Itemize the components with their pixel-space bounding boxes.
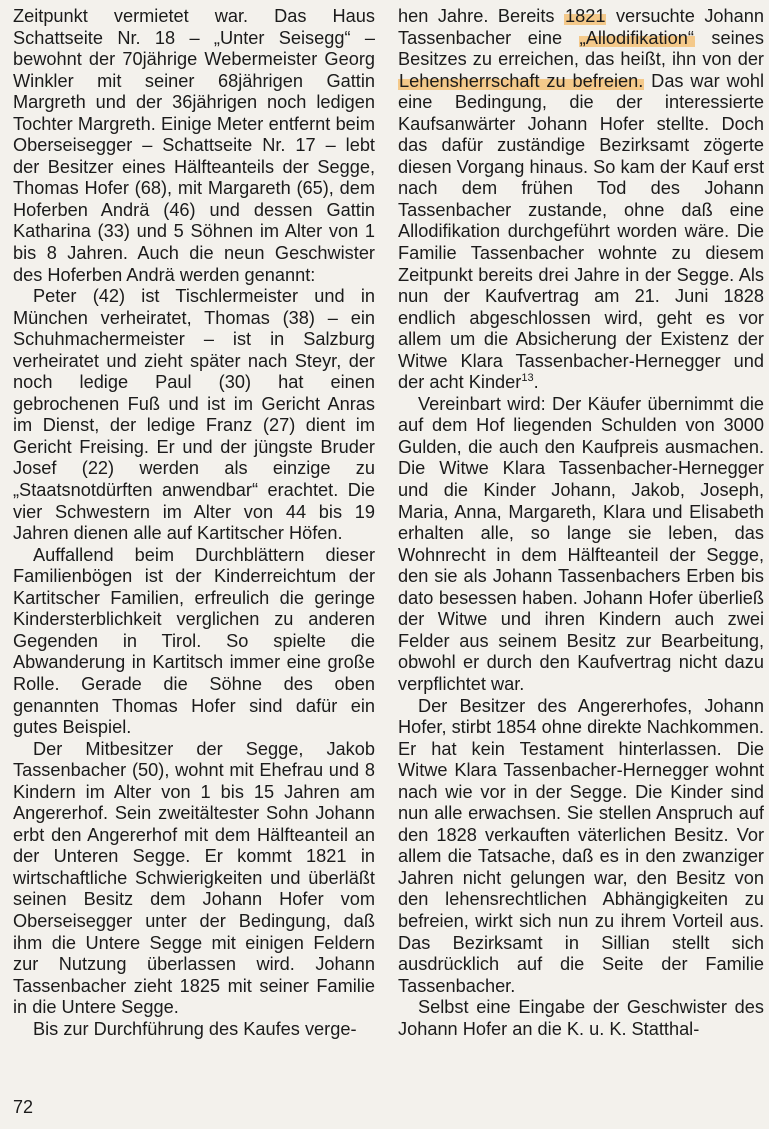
- highlight-lehensherrschaft: Lehensherrschaft zu befreien.: [399, 70, 644, 91]
- text-run: Das war wohl eine Bedingung, die der interessierte Kaufsanwärter Johann Hofer stellte. Doch das dafür zuständige Bezirksamt zögerte diesen Vorgang hinaus. So kam der Kauf erst nach dem frühen Tod des Johann Tassenbacher zustande, ohne daß eine Allodifikation durchgeführt worden wäre. Die Familie Tassenbacher wohnte zu diesem Zeitpunkt bereits drei Jahre in der Segge. Als nun der Kaufvertrag am 21. Juni 1828 endlich abgeschlossen wird, geht es vor allem um die Absicherung der Existenz der Witwe Klara Tassenbacher-Hernegger und der acht Kinder: [398, 70, 764, 393]
- left-paragraph-3: Auffallend beim Durchblättern dieser Familienbögen ist der Kinderreichtum der Kartitscher Familien, erfreulich die geringe Kindersterblichkeit verglichen zu anderen Gegenden in Tirol. So spielte die Abwanderung in Kartitsch immer eine große Rolle. Gerade die Söhne des oben genannten Thomas Hofer sind dafür ein gutes Beispiel.: [13, 544, 375, 738]
- text-run: versuchte Johann Tassenbacher eine: [398, 6, 764, 48]
- right-column: [398, 6, 764, 1040]
- text-run: seines Besitzes zu erreichen, das heißt, ihn von der: [398, 27, 764, 70]
- highlight-allodifikation: „Allodifikation“: [579, 27, 694, 48]
- footnote-ref: 13: [521, 372, 534, 385]
- left-paragraph-1: Zeitpunkt vermietet war. Das Haus Schattseite Nr. 18 – „Unter Seisegg“ – bewohnt der 70jährige Webermeister Georg Winkler mit seiner 68jährigen Gattin Margreth und der 36jährigen noch ledigen Tochter Margreth. Einige Meter entfernt beim Oberseisegger – Schattseite Nr. 17 – lebt der Besitzer eines Hälfteanteils der Segge, Thomas Hofer (68), mit Margareth (65), dem Hoferben Andrä (46) und dessen Gattin Katharina (33) und 5 Söhnen im Alter von 1 bis 8 Jahren. Auch die neun Geschwister des Hoferben Andrä werden genannt:: [13, 6, 375, 285]
- left-paragraph-2: Peter (42) ist Tischlermeister und in München verheiratet, Thomas (38) – ein Schuhmachermeister – ist in Salzburg verheiratet und zieht später nach Steyr, der noch ledige Paul (30) hat einen gebrochenen Fuß und ist im Gericht Anras im Dienst, der ledige Franz (27) dient im Gericht Freising. Er und der jüngste Bruder Josef (22) werden als einzige zu „Staatsnotdürften anwendbar“ erachtet. Die vier Schwestern im Alter von 44 bis 19 Jahren dienen alle auf Kartitscher Höfen.: [13, 286, 375, 544]
- left-paragraph-5: Bis zur Durchführung des Kaufes verge-: [33, 1018, 357, 1039]
- right-paragraph-1: [398, 6, 764, 394]
- right-paragraph-4: Selbst eine Eingabe der Geschwister des Johann Hofer an die K. u. K. Statthal-: [398, 997, 764, 1039]
- left-paragraph-4: Der Mitbesitzer der Segge, Jakob Tassenbacher (50), wohnt mit Ehefrau und 8 Kindern im Alter von 1 bis 15 Jahren am Angererhof. Sein zweitältester Sohn Johann erbt den Angererhof mit dem Hälfteanteil an der Unteren Segge. Er kommt 1821 in wirtschaftliche Schwierigkeiten und überläßt seinen Besitz dem Johann Hofer vom Oberseisegger unter der Bedingung, daß ihm die Untere Segge mit einigen Feldern zur Nutzung überlassen wird. Johann Tassenbacher zieht 1825 mit seiner Familie in die Untere Segge.: [13, 738, 375, 1018]
- left-column: [13, 6, 375, 1040]
- right-paragraph-2: Vereinbart wird: Der Käufer übernimmt die auf dem Hof liegenden Schulden von 3000 Gulden, die auch den Kaufpreis ausmachen. Die Witwe Klara Tassenbacher-Hernegger und die Kinder Johann, Jakob, Joseph, Maria, Anna, Margareth, Klara und Elisabeth erhalten alle, so lange sie leben, das Wohnrecht in dem Hälfteanteil der Segge, den sie als Johann Tassenbachers Erben bis dato besessen haben. Johann Hofer überließ der Witwe und ihren Kindern auch zwei Felder aus seinem Besitz zur Bearbeitung, obwohl er durch den Kaufvertrag nicht dazu verpflichtet war.: [398, 393, 764, 694]
- text-run: hen Jahre. Bereits: [398, 6, 564, 26]
- text-run: .: [533, 372, 539, 393]
- right-paragraph-3: Der Besitzer des Angererhofes, Johann Hofer, stirbt 1854 ohne direkte Nachkommen. Er hat kein Testament hinterlassen. Die Witwe Klara Tassenbacher-Hernegger wohnt nach wie vor in der Segge. Die Kinder sind nun alle erwachsen. Sie stellen Anspruch auf den 1828 verkauften väterlichen Besitz. Vor allem die Tatsache, daß es in den zwanziger Jahren nicht gelungen war, den Besitz von den lehensrechtlichen Abhängigkeiten zu befreien, wirkt sich nun zu ihrem Vorteil aus. Das Bezirksamt in Sillian stellt sich ausdrücklich auf die Seite der Familie Tassenbacher.: [398, 695, 764, 996]
- page-number: 72: [13, 1097, 34, 1117]
- highlight-year: 1821: [565, 6, 606, 26]
